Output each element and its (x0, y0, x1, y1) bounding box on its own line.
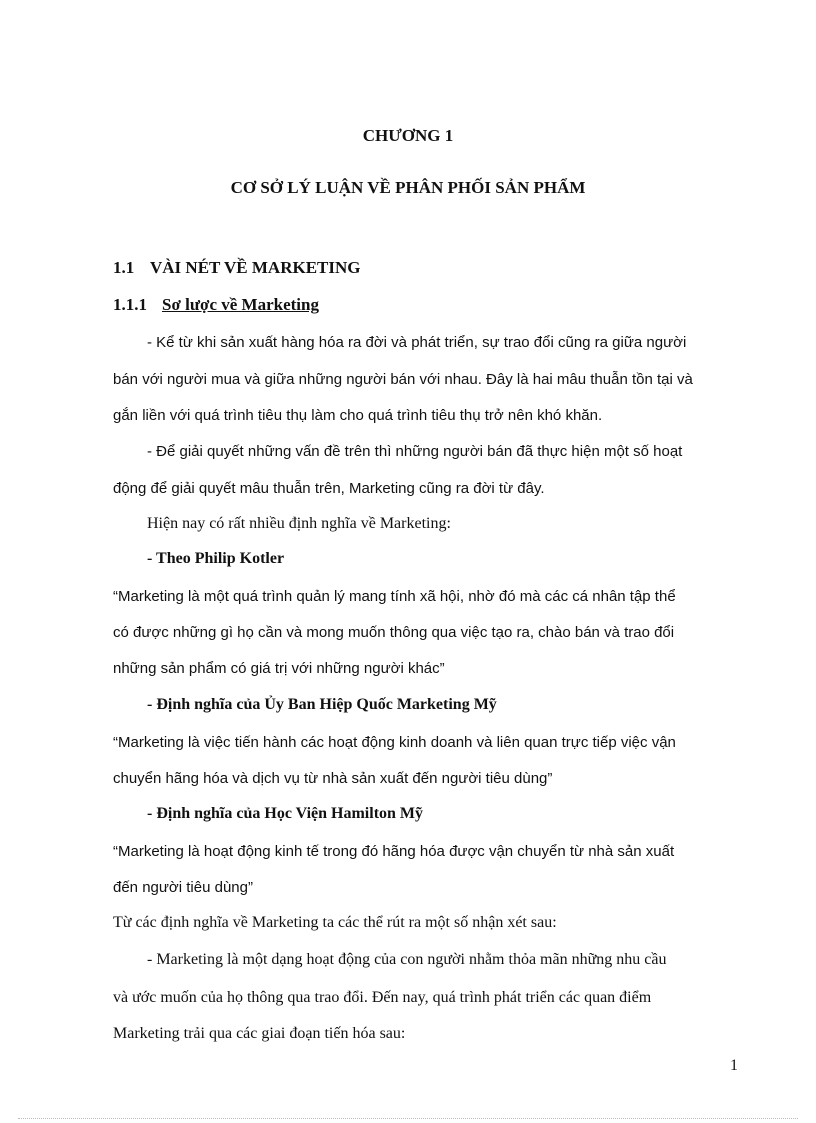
quote-line: đến người tiêu dùng” (113, 879, 253, 896)
paragraph-line: Hiện nay có rất nhiều định nghĩa về Marketing: (147, 515, 451, 532)
subsection-title: Sơ lược về Marketing (162, 295, 319, 314)
paragraph-line: Từ các định nghĩa về Marketing ta các thể rút ra một số nhận xét sau: (113, 914, 557, 931)
paragraph-line: - Marketing là một dạng hoạt động của con người nhằm thỏa mãn những nhu cầu (147, 951, 667, 968)
page-number: 1 (730, 1057, 738, 1074)
chapter-title: CƠ SỞ LÝ LUẬN VỀ PHÂN PHỐI SẢN PHẨM (230, 178, 586, 197)
paragraph-line: Marketing trải qua các giai đoạn tiến hóa sau: (113, 1025, 406, 1042)
quote-line: “Marketing là việc tiến hành các hoạt động kinh doanh và liên quan trực tiếp việc vận (113, 734, 676, 751)
quote-line: những sản phẩm có giá trị với những người khác” (113, 660, 445, 677)
quote-line: có được những gì họ cần và mong muốn thông qua việc tạo ra, chào bán và trao đổi (113, 624, 675, 641)
paragraph-line: và ước muốn của họ thông qua trao đổi. Đến nay, quá trình phát triển các quan điểm (113, 989, 652, 1006)
paragraph-line: - Để giải quyết những vấn đề trên thì những người bán đã thực hiện một số hoạt (147, 443, 683, 460)
page-bottom-divider (18, 1118, 798, 1119)
paragraph-line: động để giải quyết mâu thuẫn trên, Marketing cũng ra đời từ đây. (113, 480, 545, 497)
quote-line: “Marketing là hoạt động kinh tế trong đó hãng hóa được vận chuyển từ nhà sản xuất (113, 843, 675, 860)
paragraph-line: - Kể từ khi sản xuất hàng hóa ra đời và phát triển, sự trao đổi cũng ra giữa người (147, 334, 687, 351)
chapter-label: CHƯƠNG 1 (362, 126, 454, 145)
definition-heading: - Định nghĩa của Ủy Ban Hiệp Quốc Marketing Mỹ (147, 696, 497, 713)
section-number: 1.1 (113, 258, 135, 277)
paragraph-line: gắn liền với quá trình tiêu thụ làm cho quá trình tiêu thụ trở nên khó khăn. (113, 407, 603, 424)
paragraph-line: bán với người mua và giữa những người bán với nhau. Đây là hai mâu thuẫn tồn tại và (113, 371, 693, 388)
definition-heading: - Định nghĩa của Học Viện Hamilton Mỹ (147, 805, 424, 822)
quote-line: “Marketing là một quá trình quản lý mang tính xã hội, nhờ đó mà các cá nhân tập thể (113, 588, 676, 605)
definition-heading: - Theo Philip Kotler (147, 550, 285, 567)
quote-line: chuyển hãng hóa và dịch vụ từ nhà sản xuất đến người tiêu dùng” (113, 770, 553, 787)
section-title: VÀI NÉT VỀ MARKETING (150, 258, 361, 277)
subsection-number: 1.1.1 (113, 295, 147, 314)
